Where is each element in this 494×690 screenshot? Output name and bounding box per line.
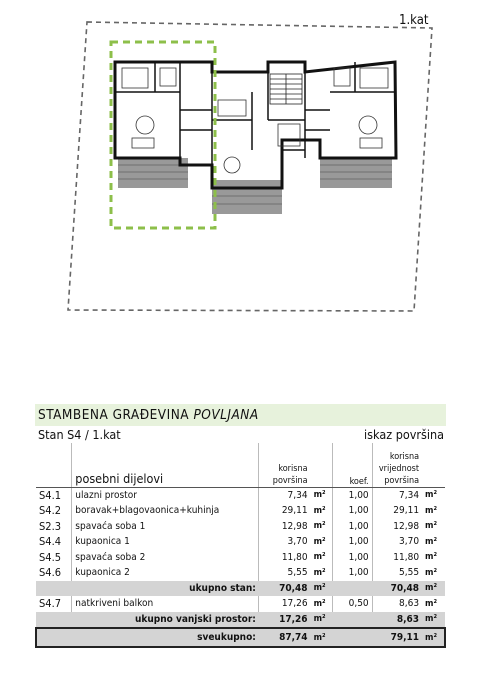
header-kv-2: vrijednost	[378, 463, 420, 474]
row-coef: 1,00	[332, 487, 372, 503]
row-coef: 1,00	[332, 503, 372, 519]
row-value: 11,80	[372, 550, 422, 566]
row-unit: m²	[313, 490, 326, 501]
table-row	[36, 534, 445, 550]
row-area: 11,80	[259, 550, 311, 566]
row-name: ulazni prostor	[75, 489, 137, 501]
sum-stan-unit2: m²	[422, 581, 445, 597]
table-row	[36, 487, 445, 503]
row-name: boravak+blagovaonica+kuhinja	[75, 505, 220, 517]
sum-outdoor-label: ukupno vanjski prostor:	[72, 612, 259, 629]
row-coef: 1,00	[332, 550, 372, 566]
row-unit: m²	[313, 521, 326, 532]
row-unit2: m²	[425, 567, 438, 578]
table-row	[36, 519, 445, 535]
balkon-unit: m²	[313, 598, 326, 609]
row-unit: m²	[313, 567, 326, 578]
grand-area: 87,74	[259, 628, 311, 647]
row-area: 12,98	[259, 519, 311, 535]
row-value: 12,98	[372, 519, 422, 535]
sum-stan-value: 70,48	[372, 581, 422, 597]
grand-value: 79,11	[372, 628, 422, 647]
grand-unit: m²	[311, 628, 333, 647]
row-coef: 1,00	[332, 565, 372, 581]
header-kv	[372, 443, 422, 487]
sum-row-stan	[36, 581, 445, 597]
row-name: kupaonica 1	[75, 536, 130, 548]
row-code: S4.6	[36, 565, 72, 581]
sum-outdoor-value: 8,63	[372, 612, 422, 629]
row-coef: 1,00	[332, 519, 372, 535]
balkon-area: 17,26	[259, 596, 311, 612]
row-area: 5,55	[259, 565, 311, 581]
sum-outdoor-area: 17,26	[259, 612, 311, 629]
sum-outdoor-unit: m²	[311, 612, 333, 629]
grand-total-row	[36, 628, 445, 647]
row-code: S4.5	[36, 550, 72, 566]
area-table	[35, 404, 446, 648]
row-area: 29,11	[259, 503, 311, 519]
row-value: 29,11	[372, 503, 422, 519]
header-coef: koef.	[332, 443, 372, 487]
sum-outdoor-unit2: m²	[422, 612, 445, 629]
row-unit: m²	[313, 536, 326, 547]
row-coef: 1,00	[332, 534, 372, 550]
row-unit2: m²	[425, 521, 438, 532]
header-area-2: površina	[272, 475, 308, 486]
table-subtitle	[35, 426, 446, 443]
row-area: 3,70	[259, 534, 311, 550]
row-code: S4.4	[36, 534, 72, 550]
staircase	[270, 74, 302, 104]
unit-label: Stan S4 / 1.kat	[38, 427, 121, 442]
table-header	[36, 443, 445, 487]
row-unit2: m²	[425, 505, 438, 516]
header-area-1: korisna	[278, 463, 308, 474]
row-code: S2.3	[36, 519, 72, 535]
header-kv-3: površina	[384, 475, 420, 486]
balkon-name: natkriveni balkon	[75, 598, 154, 610]
balkon-code: S4.7	[36, 596, 72, 612]
title-prefix: STAMBENA GRAĐEVINA	[38, 407, 190, 423]
row-name: spavaća soba 1	[75, 520, 146, 532]
floor-label: 1.kat	[399, 13, 429, 28]
iskaz-label: iskaz površina	[364, 427, 444, 442]
sum-stan-area: 70,48	[259, 581, 311, 597]
row-value: 5,55	[372, 565, 422, 581]
row-unit: m²	[313, 552, 326, 563]
balcony-right	[320, 158, 392, 188]
apartment-s4-highlight	[111, 42, 215, 228]
sum-row-outdoor	[36, 612, 445, 629]
sum-stan-unit: m²	[311, 581, 333, 597]
row-name: spavaća soba 2	[75, 551, 146, 563]
row-value: 3,70	[372, 534, 422, 550]
balcony-center	[212, 180, 282, 214]
floor-plan	[0, 0, 494, 330]
row-name: kupaonica 2	[75, 567, 130, 579]
row-code: S4.1	[36, 487, 72, 503]
row-code: S4.2	[36, 503, 72, 519]
row-unit2: m²	[425, 552, 438, 563]
row-value: 7,34	[372, 487, 422, 503]
row-area: 7,34	[259, 487, 311, 503]
table-row	[36, 550, 445, 566]
table-row-balkon	[36, 596, 445, 612]
balcony-left	[118, 158, 188, 188]
balkon-coef: 0,50	[332, 596, 372, 612]
header-kv-1: korisna	[389, 451, 420, 462]
table-row	[36, 503, 445, 519]
header-name: posebni dijelovi	[72, 443, 259, 487]
header-area	[259, 443, 311, 487]
table-row	[36, 565, 445, 581]
row-unit2: m²	[425, 490, 438, 501]
balkon-unit2: m²	[425, 598, 438, 609]
balkon-value: 8,63	[372, 596, 422, 612]
row-unit2: m²	[425, 536, 438, 547]
row-unit: m²	[313, 505, 326, 516]
table-title	[35, 404, 446, 426]
area-grid	[35, 443, 446, 648]
grand-unit2: m²	[422, 628, 445, 647]
title-location: POVLJANA	[193, 407, 259, 423]
sum-stan-label: ukupno stan:	[72, 581, 259, 597]
grand-label: sveukupno:	[72, 628, 259, 647]
